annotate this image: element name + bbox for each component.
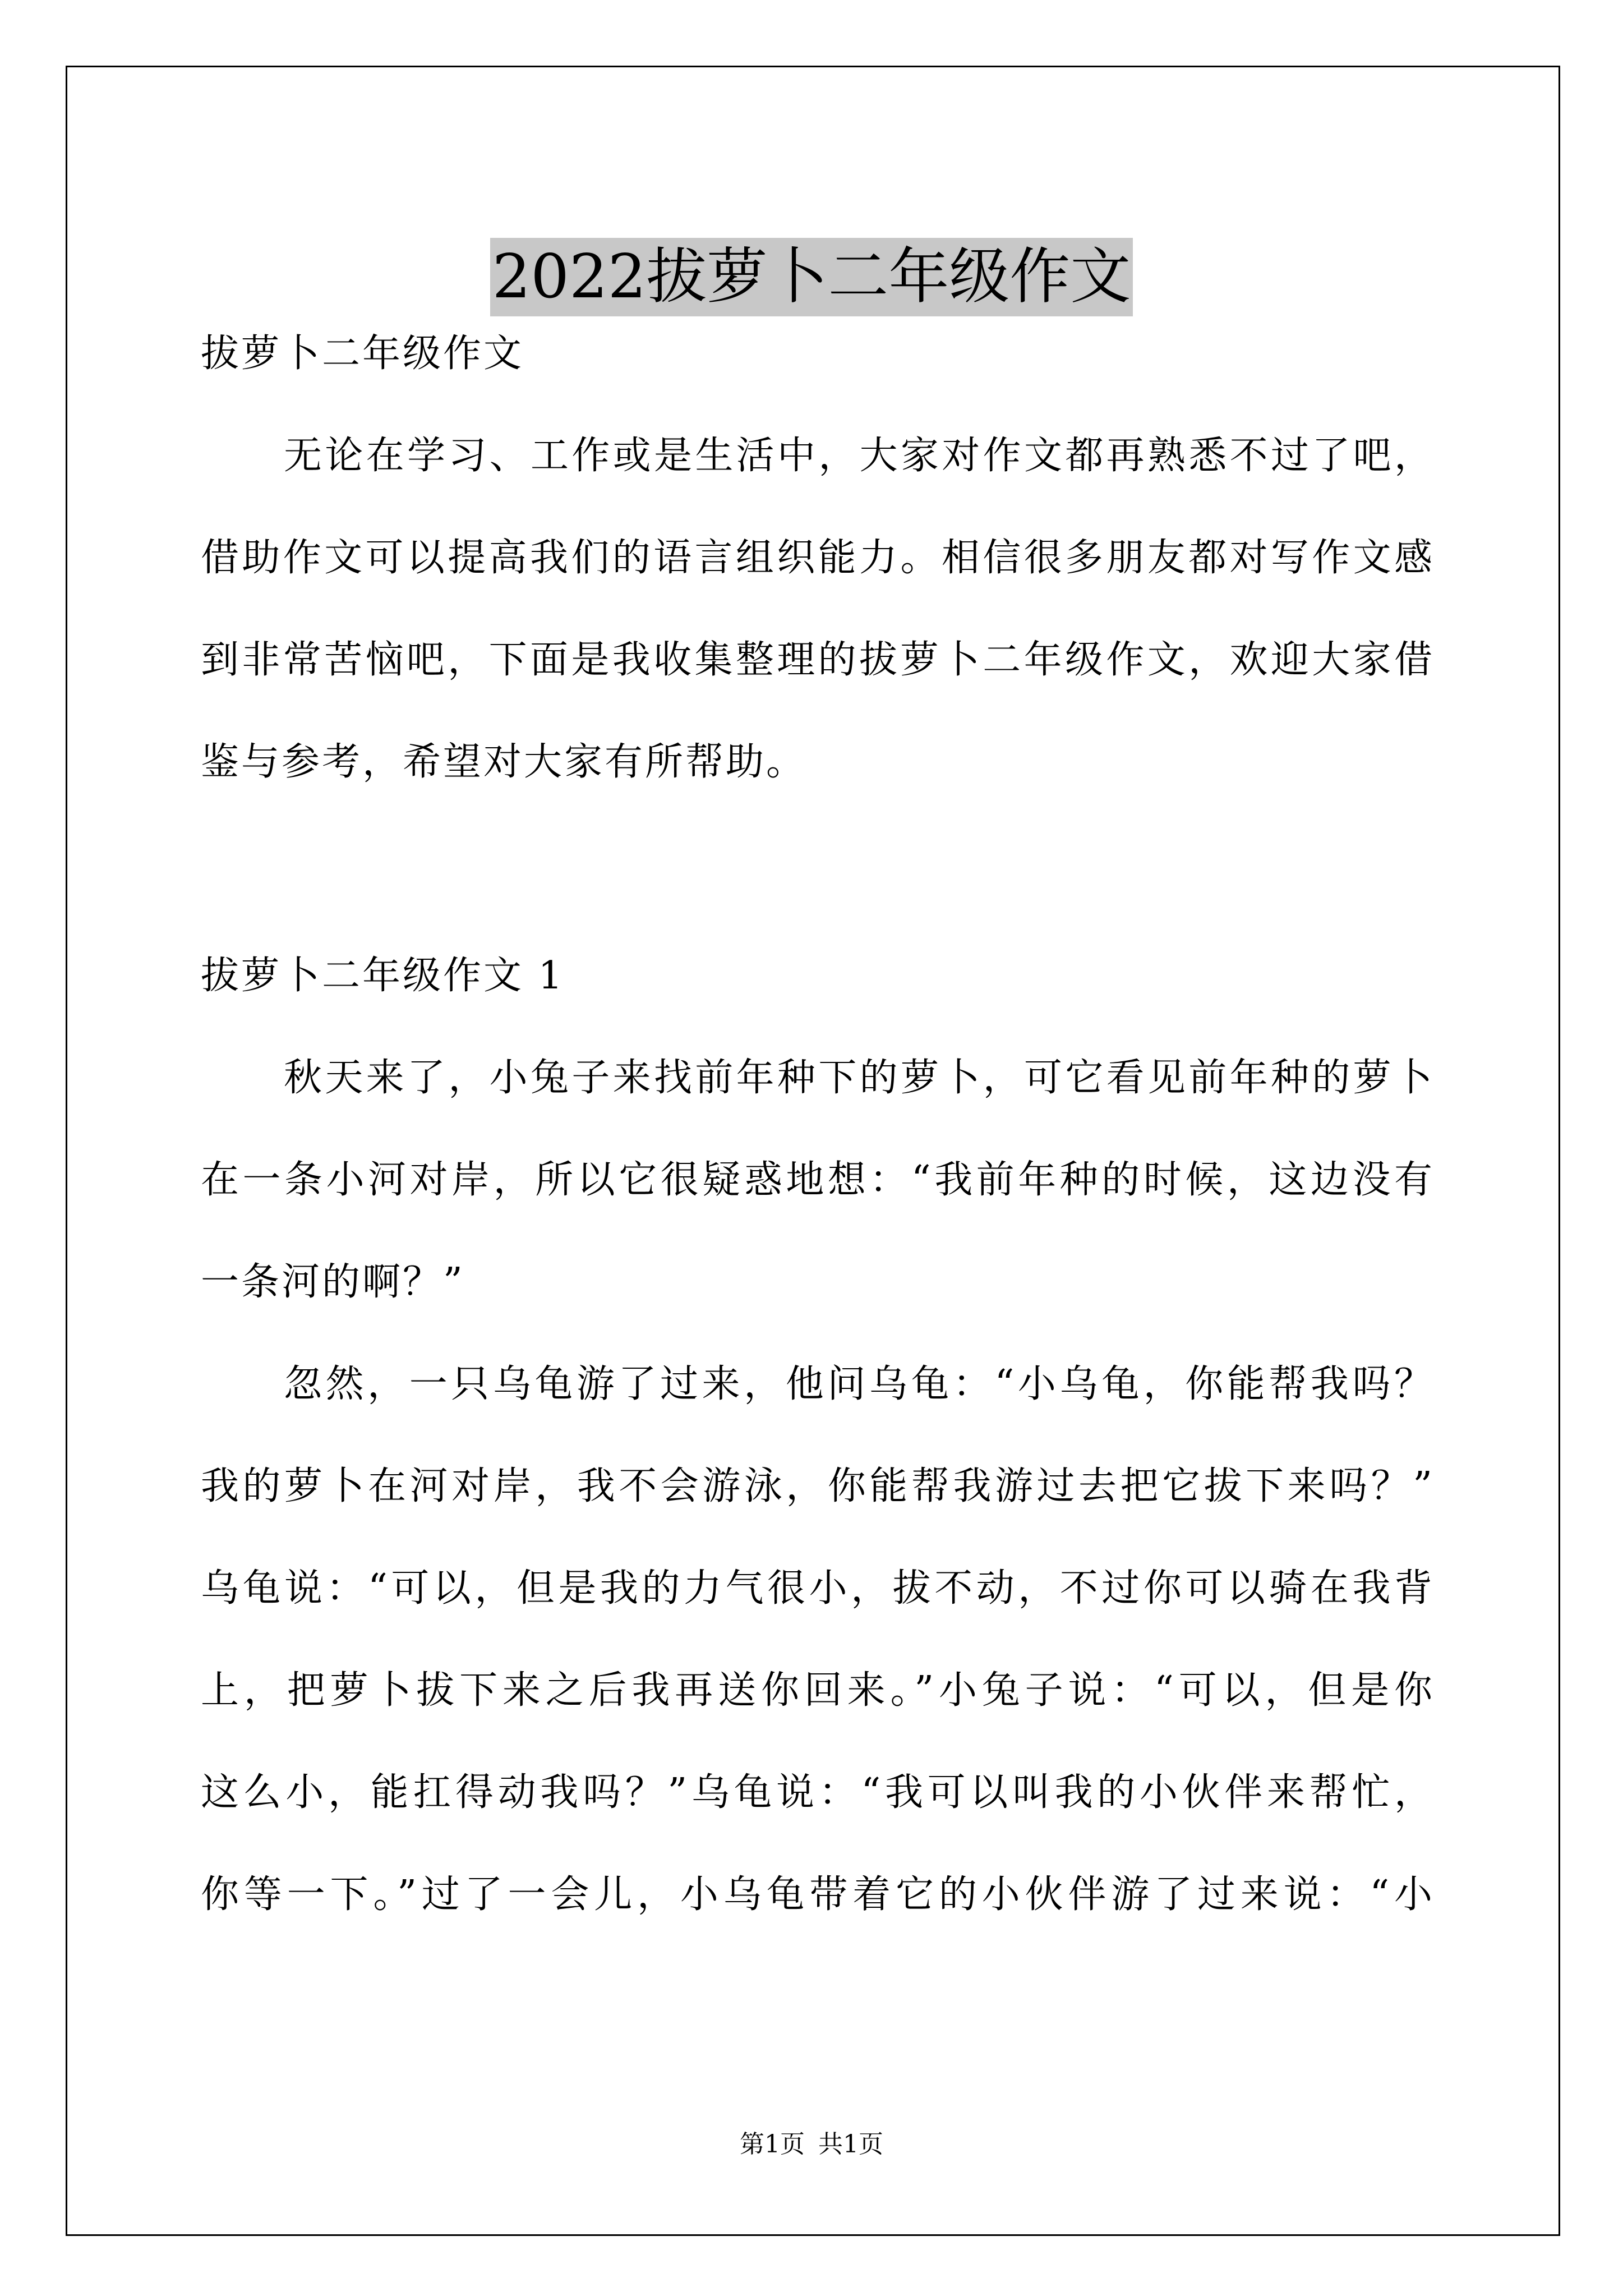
intro-line: 到非常苦恼吧，下面是我收集整理的拔萝卜二年级作文，欢迎大家借	[201, 638, 1435, 682]
page-footer: 第1页 共1页	[740, 2130, 883, 2159]
paragraph-line: 你等一下。”过了一会儿，小乌龟带着它的小伙伴游了过来说：“小	[201, 1872, 1435, 1917]
intro-line: 无论在学习、工作或是生活中，大家对作文都再熟悉不过了吧，	[284, 434, 1435, 478]
paragraph-line: 这么小，能扛得动我吗？”乌龟说：“我可以叫我的小伙伴来帮忙，	[201, 1770, 1435, 1815]
paragraph-line: 秋天来了，小兔子来找前年种下的萝卜，可它看见前年种的萝卜	[284, 1056, 1435, 1100]
subtitle: 拔萝卜二年级作文	[201, 332, 524, 376]
paragraph-line: 乌龟说：“可以，但是我的力气很小，拔不动，不过你可以骑在我背	[201, 1566, 1435, 1611]
paragraph-line: 忽然，一只乌龟游了过来，他问乌龟：“小乌龟，你能帮我吗？	[284, 1362, 1435, 1406]
intro-line: 鉴与参考，希望对大家有所帮助。	[201, 740, 807, 784]
paragraph-line: 一条河的啊？”	[201, 1260, 465, 1304]
paragraph-line: 我的萝卜在河对岸，我不会游泳，你能帮我游过去把它拔下来吗？”	[201, 1464, 1435, 1508]
section-heading: 拔萝卜二年级作文 1	[201, 954, 565, 998]
paragraph-line: 上，把萝卜拔下来之后我再送你回来。”小兔子说：“可以，但是你	[201, 1668, 1435, 1713]
intro-line: 借助作文可以提高我们的语言组织能力。相信很多朋友都对写作文感	[201, 536, 1435, 580]
document-title: 2022拔萝卜二年级作文	[490, 238, 1133, 316]
paragraph-line: 在一条小河对岸，所以它很疑惑地想：“我前年种的时候，这边没有	[201, 1158, 1435, 1202]
